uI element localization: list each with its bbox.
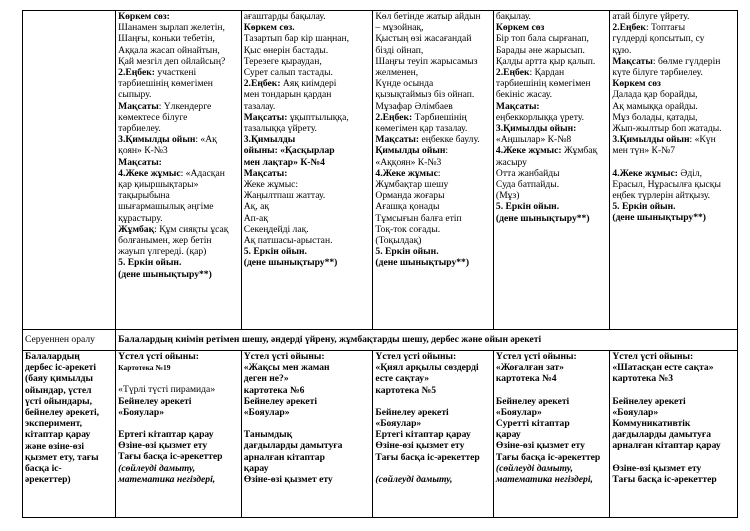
day-cell [116,11,242,330]
text-line: Шаңғы, коньки тебетін, [118,33,215,45]
text-line: Орманда жоғары [375,190,445,202]
text-line: «Аққоян» К-№3 [375,156,442,168]
text-line: қызмет ету, тағы [25,451,99,463]
text-line: Ағашқа қонады [375,201,440,213]
text-line: (дене шынықтыру**) [612,212,706,224]
text-line: Тағы басқа іс-әрекеттер [375,451,480,463]
day-cell [373,351,494,518]
text-line: тазалыққа үйрету. [243,123,317,135]
text-line: Тағы басқа іс-әрекеттер [118,451,223,463]
text-line: еңбек түрлерін айтқызу. [612,190,711,202]
text-line: дағдыларды дамытуға [243,440,343,452]
text-line: қызықтаймыз біз ойнап. [375,89,475,101]
text-line: 5. Еркін ойын. [612,201,676,213]
text-line: картотека №4 [495,373,557,385]
text-line: (сөйлеуді дамыту, [375,473,453,485]
text-line: желменен, [375,67,419,79]
text-line: Өзіне-өзі қызмет ету [375,440,465,452]
text-line: мен лақтар» К-№4 [243,156,325,168]
day-cell [116,351,242,518]
text-line: 2.Еңбек: Аяқ киімдері [243,78,337,90]
text-line: Тазартып бар кір шаңнан, [243,33,350,45]
text-line: «Шатасқан есте сақта» [612,362,714,374]
text-line: жауып үлгереді. (қар) [118,246,207,258]
text-line: көмегімен қар тазалау. [375,123,468,135]
text-line: (сөйлеуді дамыту, [118,462,196,474]
text-line: «Түрлі түсті пирамида» [118,384,216,396]
row-label-cell [23,351,116,518]
text-line: әрекеттер) [25,474,71,486]
text-line: «Бояулар» [495,406,542,418]
text-line: Ертегі кітаптар қарау [375,429,471,441]
text-line: «Жоғалған зат» [495,362,564,374]
text-line: Көркем сөз. [243,22,295,34]
text-line: Ақ патшасы-арыстан. [243,235,333,247]
text-line: Ерасыл, Нұрасылға қысқы [612,178,721,190]
text-line: дербес іс-әрекеті [25,362,97,374]
text-line: тәрбиелеу. [118,123,161,135]
text-line: (дене шынықтыру**) [118,268,212,280]
text-line: Мақсаты: [495,100,540,112]
text-line: Мақсаты: ұқыптылыққа, [243,111,349,123]
text-line: Өзіне-өзі қызмет ету [612,462,702,474]
table-row [23,351,738,518]
text-line: Көркем сөз [612,78,661,90]
text-line: көмектесе білуге [118,111,188,123]
text-line: Үстел үсті ойыны: [118,351,199,362]
text-line: мен тондарын қардан [243,89,332,101]
row-label-cell: Серуеннен оралу [23,330,116,351]
text-line: 5. Еркін ойын. [243,246,307,258]
text-line: математика негіздері, [495,474,593,486]
text-line: (дене шынықтыру**) [375,257,470,269]
text-line: Бейнелеу әрекеті [243,395,318,407]
text-line: Үстел үсті ойыны: [375,351,457,362]
text-line: Өзіне-өзі қызмет ету [243,474,333,486]
text-line: Тағы басқа іс-әрекеттер [612,473,717,485]
text-line: және өзіне-өзі [25,440,85,452]
text-line: Жаңылтпаш жаттау. [243,190,326,202]
text-line: 3.Қимылды ойын: [495,123,577,135]
text-line: Ақ мамыққа орайды. [612,100,698,112]
text-line: «Жақсы мен жаман [243,362,330,374]
text-line: Терезеге қыраудан, [243,55,322,67]
text-line: 4.Жеке жұмыс: Жұмбақ [495,145,598,157]
text-line: «Бояулар» [118,406,164,418]
text-line: тақырыбына [118,190,170,202]
text-line [612,452,735,463]
text-line: Өзіне-өзі қызмет ету [118,440,208,452]
text-line: (Тоқылдақ) [375,235,422,247]
text-line: Үстел үсті ойыны: [495,351,577,362]
text-line: Танымдық [243,429,293,441]
text-line: Коммуникативтік [612,418,691,430]
text-line: Отта жанбайды [495,167,560,179]
text-line: Бейнелеу әрекеті [375,406,449,418]
text-line [612,157,735,168]
text-line: Картотека №19 [118,363,171,373]
text-line: Шанамен зырлап желетін, [118,22,225,34]
text-line: Жеке жұмыс: [243,179,299,191]
text-line: бекініс жасау. [495,89,552,101]
text-line: картотека №6 [243,384,305,396]
text-line: Қыс өнерін бастады. [243,44,329,56]
text-line: дағдыларды дамытуға [612,429,712,441]
text-line: Ертегі кітаптар қарау [118,429,214,441]
text-line: «Бояулар» [243,407,290,419]
text-line: Секеңдейді лақ. [243,223,309,235]
text-line: Күнде осында [375,78,434,90]
text-line: деген не?» [243,373,289,385]
text-line: Аққала жасап ойнайтын, [118,44,220,56]
day-cell [241,351,373,518]
text-line: Тоқ-ток соғады. [375,223,441,235]
text-line [496,385,607,396]
text-line: (дене шынықтыру**) [495,212,590,224]
day-cell [610,351,738,518]
text-line: арналған кітаптар қарау [612,440,721,452]
text-line: ойындар, үстел [25,384,92,396]
text-line: күте білуге тәрбиелеу. [612,67,703,79]
text-line: 2.Еңбек: участкені [118,67,197,79]
text-line: Мақсаты: Үлкендерге [118,100,212,112]
text-line: Сурет салып тастады. [243,67,333,79]
text-line: атай білуге үйрету. [612,11,690,22]
text-line: «Аңшылар» К-№8 [495,134,572,146]
return-walk-content: Балалардың киімін ретімен шешу, әндерді үйрену, жұмбақтарды шешу, дербес және ойын әрекеті [116,330,738,351]
text-line: басқа іс- [25,463,62,475]
text-line: 4.Жеке жұмыс: Әділ, [612,167,703,179]
day-cell [610,11,738,330]
text-line: 5. Еркін ойын. [495,201,560,213]
text-line: Бейнелеу әрекеті [612,395,686,407]
row-label-cell [23,11,116,330]
text-line: бақылау. [495,11,531,22]
text-line: қоян» К-№3 [118,145,168,157]
text-line: 4.Жеке жұмыс: «Адасқан [118,167,225,179]
text-line: Көл бетінде жатыр айдын [375,11,481,22]
text-line [375,463,491,474]
text-line: Бейнелеу әрекеті [495,395,570,407]
text-line: 4.Жеке жұмыс: [375,167,441,179]
text-line: Мақсаты: еңбекке баулу. [375,134,480,146]
text-line: «Бояулар» [612,406,659,418]
text-line: сыпыру. [118,89,152,101]
text-line: қарау [243,462,269,474]
text-line: Тұмсығын балға етіп [375,212,462,224]
text-line: Өзіне-өзі қызмет ету [495,440,585,452]
text-line: үсті ойындары, [25,395,93,407]
text-line: 3.Қимылды ойын: «Күн [612,134,716,146]
text-line: эксперимент, [25,418,83,430]
text-line: Балалардың [25,351,80,362]
day-cell [493,351,609,518]
text-line: Жұмбақтар шешу [375,179,449,191]
text-line: Ап-ақ [243,212,268,224]
text-line: Тағы басқа іс-әрекеттер [495,451,601,463]
text-line: арналған кітаптар [243,451,325,463]
text-line: Далада қар борайды, [612,89,698,101]
text-line [612,385,735,396]
text-line: құю. [612,44,632,56]
text-line: еңбеккорлыққа үрету. [495,111,584,123]
table-row [23,11,738,330]
text-line: бізді ойнап, [375,44,424,56]
text-line: Жұмбақ: Құм сияқты ұсақ [118,223,229,235]
text-line: Мақсаты: бөлме гүлдерін [612,55,721,67]
text-line [118,418,239,429]
text-line: тәрбиешінің көмегімен [118,78,213,90]
text-line: Үстел үсті ойыны: [243,351,325,362]
text-line: шығармашылық әңгіме [118,201,214,213]
text-line: Ақ, ақ [243,201,270,213]
text-line: Қыстың өзі жасағандай [375,33,472,45]
text-line [375,396,491,407]
text-line: жасыру [495,156,527,168]
text-line: гүлдерді қопсытып, су [612,33,705,45]
schedule-table [22,10,738,518]
text-line: 2.Еңбек: Топтағы [612,22,686,34]
text-line: Бір топ бала сырғанап, [495,33,589,45]
text-line: Мақсаты: [118,156,162,168]
text-line: (баяу қимылды [25,373,93,385]
text-line: картотека №3 [612,373,674,385]
text-line: Қалды артта қыр қалып. [495,55,596,67]
text-line: Суретті кітаптар [495,418,570,430]
text-line: тәрбиешінің көмегімен [495,78,591,90]
text-line: 5. Еркін ойын. [375,246,439,258]
text-line: қар қиыршықтары» [118,179,199,191]
text-line [244,418,371,429]
text-line: 3.Қимылды [243,134,296,146]
text-line: Үстел үсті ойыны: [612,351,694,362]
text-line: 5. Еркін ойын. [118,257,182,269]
day-cell [493,11,609,330]
text-line: тазалау. [243,100,276,112]
text-line: болғанымен, жер бетін [118,235,212,247]
text-line: Қай мезгіл деп ойлайсың? [118,55,226,67]
text-line: «Бояулар» [375,418,422,430]
text-line: ағаштарды бақылау. [243,11,326,22]
text-line: математика негіздері, [118,473,216,485]
day-cell [373,11,494,330]
text-line: Мақсаты: [243,167,288,179]
text-line: ойыны: «Қасқырлар [243,145,335,157]
table-row [23,330,738,351]
text-line: (сөйлеуді дамыту, [495,462,573,474]
text-line: Қимылды ойын: [375,145,449,157]
text-line [118,373,239,384]
text-line: – мұзойнақ, [375,22,424,34]
text-line: Көркем сөз: [118,11,170,22]
text-line: картотека №5 [375,384,437,396]
text-line: Жып-жылтыр боп жатады. [612,123,722,135]
text-line: 2.Еңбек: Қардан [495,67,565,79]
day-cell [241,11,373,330]
text-line: есте сақтау» [375,373,430,385]
text-line: 2.Еңбек: Тәрбиешінің [375,111,467,123]
text-line: (Мұз) [495,190,520,202]
text-line: Мұз болады, қатады, [612,111,698,123]
text-line: Шаңғы теуіп жарысамыз [375,55,478,67]
text-line: (дене шынықтыру**) [243,257,338,269]
text-line: Бейнелеу әрекеті [118,395,192,407]
text-line: Суда батпайды. [495,179,560,191]
text-line: Көркем сөз [495,22,545,34]
text-line: «Қиял арқылы сөздерді [375,362,479,374]
text-line: кітаптар қарау [25,429,91,441]
text-line: қарау [495,429,521,441]
text-line: бейнелеу әрекеті, [25,407,100,419]
text-line: мен түн» К-№7 [612,145,676,157]
text-line: 3.Қимылды ойын: «Ақ [118,134,217,146]
text-line: Мұзафар Әлімбаев [375,100,453,112]
text-line: құрастыру. [118,212,163,224]
text-line: Барады әне жарысып. [495,44,585,56]
